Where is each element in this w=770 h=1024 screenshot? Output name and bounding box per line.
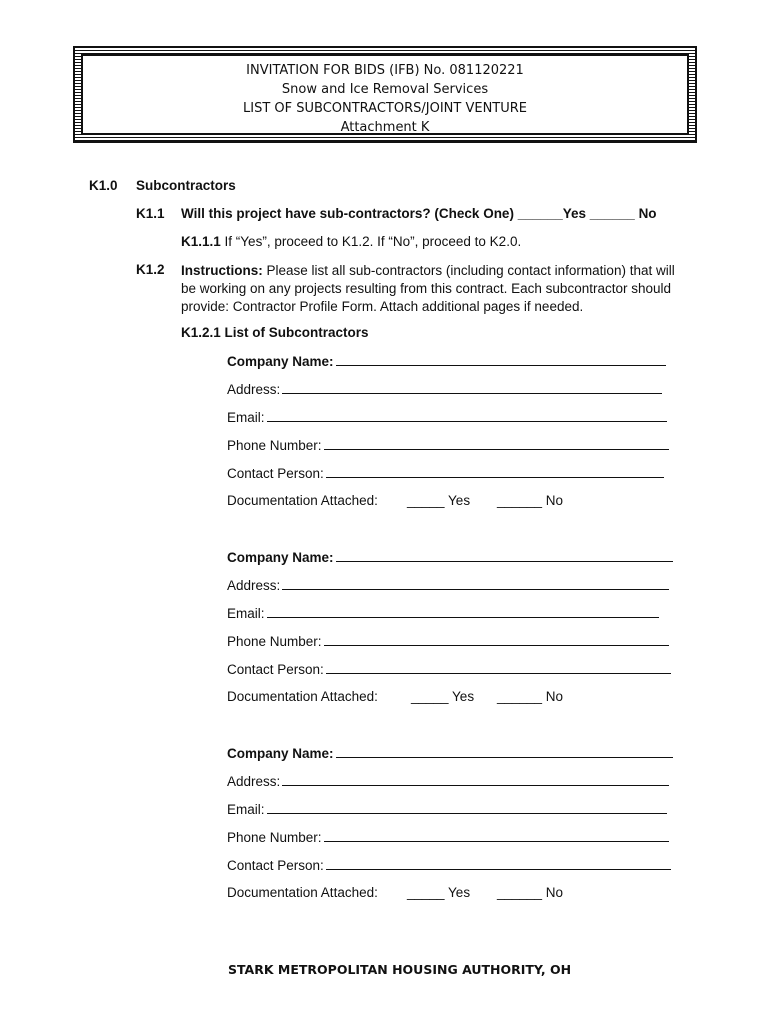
contact-field[interactable] <box>326 465 664 478</box>
k12-instructions <box>181 262 686 316</box>
company-name-row <box>227 745 673 761</box>
contact-field[interactable] <box>326 661 671 674</box>
ifb-number: INVITATION FOR BIDS (IFB) No. 081120221 <box>246 63 524 78</box>
docs-yes-option[interactable]: _____ Yes <box>411 689 475 704</box>
attachment-label: Attachment K <box>340 120 430 135</box>
docs-no-option[interactable]: ______ No <box>497 885 564 900</box>
section-number: K1.0 <box>89 178 118 193</box>
phone-field[interactable] <box>324 437 669 450</box>
phone-row <box>227 633 669 649</box>
k111-line <box>181 234 521 249</box>
k12-label: Instructions: <box>181 263 263 278</box>
email-label: Email: <box>227 606 265 621</box>
company-name-field[interactable] <box>336 549 673 562</box>
company-name-row <box>227 353 666 369</box>
contact-label: Contact Person: <box>227 662 324 677</box>
docs-label: Documentation Attached: <box>227 885 378 900</box>
section-title: Subcontractors <box>136 178 236 193</box>
address-row <box>227 773 669 789</box>
k111-text: If “Yes”, proceed to K1.2. If “No”, proceed to K2.0. <box>224 234 522 249</box>
email-label: Email: <box>227 802 265 817</box>
phone-field[interactable] <box>324 829 669 842</box>
company-name-label: Company Name: <box>227 550 334 565</box>
contact-label: Contact Person: <box>227 858 324 873</box>
k12-number: K1.2 <box>136 262 165 277</box>
docs-yes-option[interactable]: _____ Yes <box>407 493 471 508</box>
list-title: LIST OF SUBCONTRACTORS/JOINT VENTURE <box>243 101 527 116</box>
contact-field[interactable] <box>326 857 671 870</box>
email-label: Email: <box>227 410 265 425</box>
header-box <box>73 46 697 143</box>
service-title: Snow and Ice Removal Services <box>281 82 489 97</box>
docs-no-option[interactable]: ______ No <box>497 493 564 508</box>
address-label: Address: <box>227 578 281 593</box>
phone-field[interactable] <box>324 633 669 646</box>
company-name-label: Company Name: <box>227 746 334 761</box>
header-box-inner <box>81 54 689 135</box>
company-name-field[interactable] <box>336 353 666 366</box>
company-name-label: Company Name: <box>227 354 334 369</box>
contact-row <box>227 661 671 677</box>
phone-label: Phone Number: <box>227 438 322 453</box>
company-name-row <box>227 549 673 565</box>
contact-label: Contact Person: <box>227 466 324 481</box>
address-row <box>227 381 662 397</box>
address-label: Address: <box>227 774 281 789</box>
footer-authority: STARK METROPOLITAN HOUSING AUTHORITY, OH <box>228 962 572 977</box>
k11-number: K1.1 <box>136 206 165 221</box>
phone-label: Phone Number: <box>227 830 322 845</box>
docs-yes-option[interactable]: _____ Yes <box>407 885 471 900</box>
company-name-field[interactable] <box>336 745 673 758</box>
contact-row <box>227 465 664 481</box>
phone-label: Phone Number: <box>227 634 322 649</box>
docs-label: Documentation Attached: <box>227 689 378 704</box>
k111-number: K1.1.1 <box>181 234 221 249</box>
docs-label: Documentation Attached: <box>227 493 378 508</box>
k121-title: K1.2.1 List of Subcontractors <box>181 325 369 340</box>
email-field[interactable] <box>267 605 659 618</box>
email-row <box>227 409 667 425</box>
address-label: Address: <box>227 382 281 397</box>
address-field[interactable] <box>282 381 662 394</box>
k12-text: Please list all sub-contractors (including contact information) that will be working on any projects resulting from this contract. Each subcontractor should provide: Contractor Profile Form. Attach additional pages if needed. <box>181 263 675 314</box>
address-field[interactable] <box>282 773 669 786</box>
address-row <box>227 577 669 593</box>
address-field[interactable] <box>282 577 669 590</box>
docs-no-option[interactable]: ______ No <box>497 689 564 704</box>
email-field[interactable] <box>267 801 667 814</box>
phone-row <box>227 437 669 453</box>
contact-row <box>227 857 671 873</box>
email-field[interactable] <box>267 409 667 422</box>
k11-question: Will this project have sub-contractors? (Check One) ______Yes ______ No <box>181 206 657 221</box>
email-row <box>227 605 659 621</box>
phone-row <box>227 829 669 845</box>
email-row <box>227 801 667 817</box>
